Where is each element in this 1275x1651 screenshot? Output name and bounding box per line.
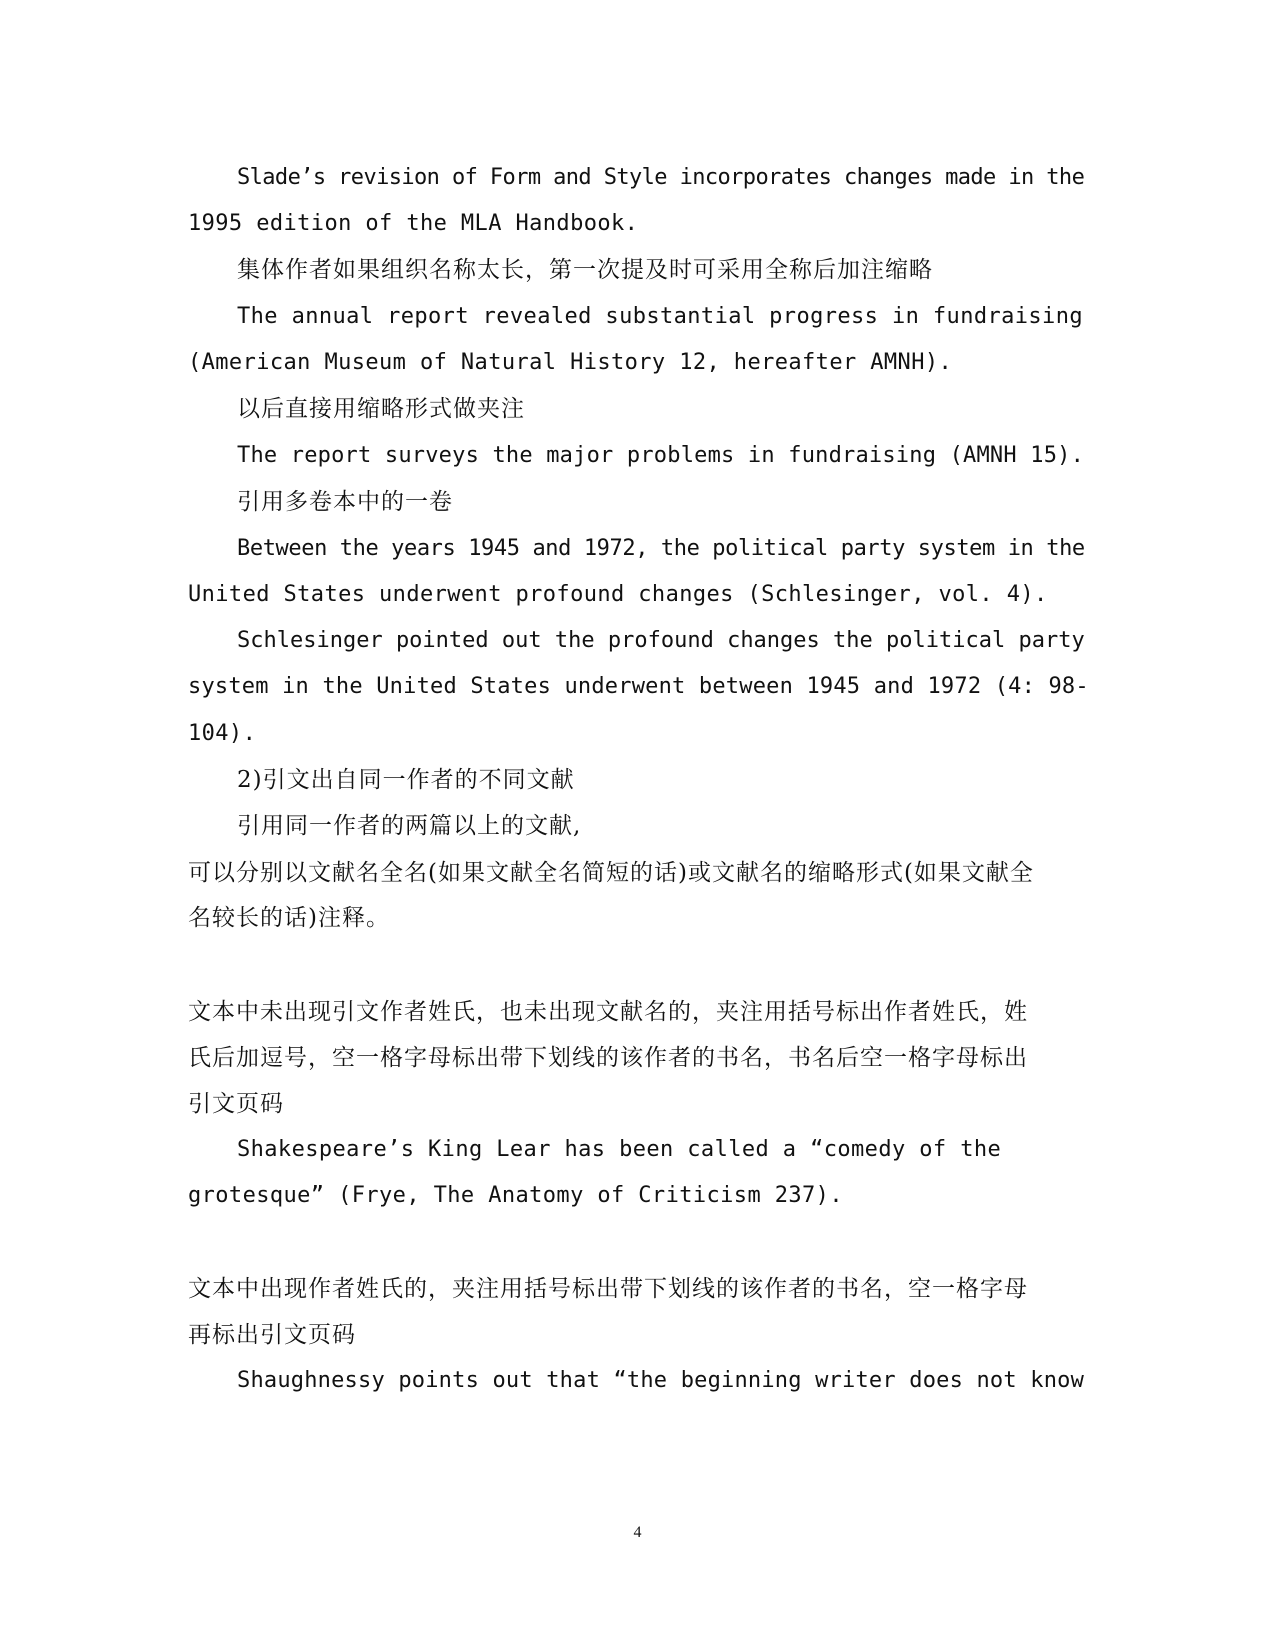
text-line: United States underwent profound changes (Schlesinger, vol. 4). [188, 582, 1048, 607]
text-line: 引文页码 [188, 1091, 284, 1117]
text-line: Shaughnessy points out that “the beginning writer does not know [237, 1368, 1085, 1393]
text-line: 集体作者如果组织名称太长，第一次提及时可采用全称后加注缩略 [237, 257, 933, 283]
text-line: Shakespeare’s King Lear has been called a “comedy of the [237, 1137, 1002, 1162]
text-line: Slade’s revision of Form and Style incorporates changes made in the [237, 165, 1085, 190]
text-line: Between the years 1945 and 1972, the political party system in the [237, 536, 1085, 561]
text-line: 引用同一作者的两篇以上的文献, [237, 813, 582, 839]
text-line: 文本中出现作者姓氏的，夹注用括号标出带下划线的该作者的书名，空一格字母 [188, 1276, 1028, 1302]
text-line: 可以分别以文献名全名(如果文献全名简短的话)或文献名的缩略形式(如果文献全 [188, 860, 1034, 886]
text-line: 2)引文出自同一作者的不同文献 [237, 767, 575, 793]
text-line: grotesque” (Frye, The Anatomy of Criticism 237). [188, 1183, 843, 1208]
text-line: 氏后加逗号，空一格字母标出带下划线的该作者的书名，书名后空一格字母标出 [188, 1045, 1028, 1071]
text-line: 文本中未出现引文作者姓氏，也未出现文献名的，夹注用括号标出作者姓氏，姓 [188, 999, 1028, 1025]
text-line: 以后直接用缩略形式做夹注 [237, 396, 525, 422]
text-line: 再标出引文页码 [188, 1322, 356, 1348]
page-number: 4 [633, 1524, 642, 1541]
text-line: Schlesinger pointed out the profound changes the political party [237, 628, 1085, 653]
text-line: The annual report revealed substantial progress in fundraising [237, 304, 1083, 329]
text-line: 名较长的话)注释。 [188, 905, 390, 931]
text-line: (American Museum of Natural History 12, hereafter AMNH). [188, 350, 953, 375]
text-line: 1995 edition of the MLA Handbook. [188, 211, 639, 236]
text-line: 104). [188, 721, 257, 746]
text-line: 引用多卷本中的一卷 [237, 489, 453, 515]
text-line: The report surveys the major problems in fundraising (AMNH 15). [237, 443, 1085, 468]
text-line: system in the United States underwent between 1945 and 1972 (4: 98- [188, 674, 1089, 699]
